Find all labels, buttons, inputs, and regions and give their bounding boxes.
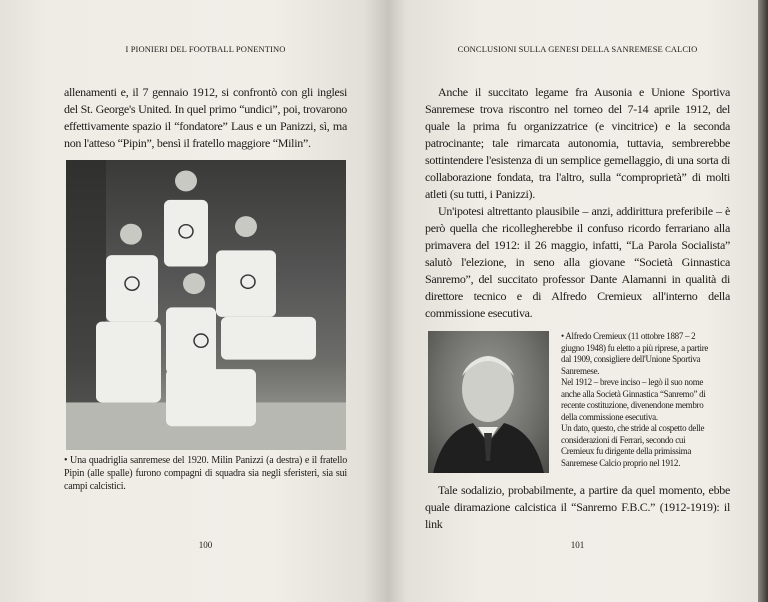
side-caption-line: Cremieux fu dirigente della primissima bbox=[561, 446, 692, 456]
text-line: Anche il succitato legame fra Ausonia e Unione Sportiva bbox=[438, 85, 730, 99]
side-caption-line: • Alfredo Cremieux (11 ottobre 1887 – 2 bbox=[561, 331, 696, 341]
portrait-row bbox=[428, 331, 730, 473]
team-photo bbox=[66, 160, 346, 450]
text-line: è però quella che ricollegherebbe il confuso ricordo ferrariano alla bbox=[425, 204, 731, 235]
text-line: primavera del 1912: il 26 maggio, infatti, “La Parola Socialista” bbox=[425, 238, 730, 252]
text-line: allenamenti e, il 7 gennaio 1912, si confrontò con gli inglesi del St. bbox=[64, 85, 347, 116]
text-line: direttore tecnico e di Alfredo Cremieux all'interno della bbox=[425, 289, 730, 303]
text-line: Sanremo”, del succitato professor Dante Alamanni in qualità di bbox=[425, 272, 730, 286]
side-caption-line: recente costituzione, divenendone membro bbox=[561, 400, 704, 410]
side-caption-line: considerazioni di Ferrari, secondo cui bbox=[561, 434, 686, 445]
book-edge bbox=[758, 0, 768, 602]
page-number: 101 bbox=[570, 540, 585, 550]
paragraph bbox=[64, 84, 347, 152]
side-caption-line: Un dato, questo, che stride al cospetto delle bbox=[561, 423, 705, 433]
text-line: l'atteso “Pipin”, bensì il fratello maggiore “Milin”. bbox=[83, 136, 311, 150]
text-line: quale diramazione calcistica il “Sanremo F.B.C.” (1912-1919): il link bbox=[425, 500, 730, 531]
text-line: atleti (su tutti, i Panizzi). bbox=[425, 187, 535, 201]
side-caption-line: giugno 1948) fu eletto a più riprese, a partire bbox=[561, 342, 709, 353]
photo-caption: • Una quadriglia sanremese del 1920. Milin Panizzi (a destra) e il fratello Pipin bbox=[64, 455, 347, 479]
running-header: I PIONIERI DEL FOOTBALL PONENTINO bbox=[125, 44, 286, 54]
text-line: effettivamente spazio il “fondatore” Laus e un Panizzi, sì, ma non bbox=[64, 119, 347, 150]
paragraph bbox=[425, 482, 730, 533]
side-caption bbox=[561, 331, 730, 469]
portrait-photo bbox=[428, 331, 549, 473]
text-line: l'esistenza di un semplice gemellaggio, di una sorta di bbox=[486, 153, 730, 167]
side-caption-line: anche alla Società Ginnastica “Sanremo” di bbox=[561, 388, 706, 399]
left-text-column bbox=[64, 44, 347, 550]
text-line: Tale sodalizio, probabilmente, a partire da quel momento, ebbe bbox=[438, 483, 730, 497]
running-header: CONCLUSIONI SULLA GENESI DELLA SANREMESE CALCIO bbox=[457, 44, 698, 54]
right-text-column bbox=[425, 44, 730, 550]
text-line: la prima fu organizzatrice (e vincitrice) e la seconda patrocinante; bbox=[425, 119, 731, 150]
text-line: George's United. In quel primo “undici”, poi, trovarono bbox=[95, 102, 348, 116]
photo-caption-block bbox=[64, 454, 347, 493]
text-line: Sanremese trova riscontro nel torneo del 7-14 aprile 1912, del quale bbox=[425, 102, 730, 133]
side-caption-line: Nel 1912 – breve inciso – legò il suo nome bbox=[561, 377, 704, 387]
right-page bbox=[388, 0, 758, 602]
side-caption-line: Sanremese. bbox=[561, 365, 600, 376]
text-line: collaborazione fondata, tra l'altro, sulla “comproprietà” di molti bbox=[425, 170, 730, 184]
side-caption-line: della commissione esecutiva. bbox=[561, 411, 658, 422]
side-caption-line: dal 1909, consigliere dell'Unione Sportiva bbox=[561, 354, 701, 364]
text-line: Un'ipotesi altrettanto plausibile – anzi, addirittura preferibile – bbox=[438, 204, 722, 218]
text-line: commissione esecutiva. bbox=[425, 306, 533, 320]
side-caption-line: Sanremese Calcio proprio nel 1912. bbox=[561, 457, 681, 468]
page-number: 100 bbox=[198, 540, 213, 550]
text-line: tale rimarcata autonomia, tuttavia, sembrerebbe sottintendere bbox=[425, 136, 730, 167]
photo-caption: (alle spalle) furono compagni di squadra sia negli sferisteri, sia sui campi calcistici. bbox=[64, 468, 347, 492]
paragraph bbox=[425, 203, 730, 322]
paragraph bbox=[425, 84, 730, 203]
text-line: salutò l'elezione, in seno alla giovane “Società Ginnastica bbox=[425, 255, 730, 269]
